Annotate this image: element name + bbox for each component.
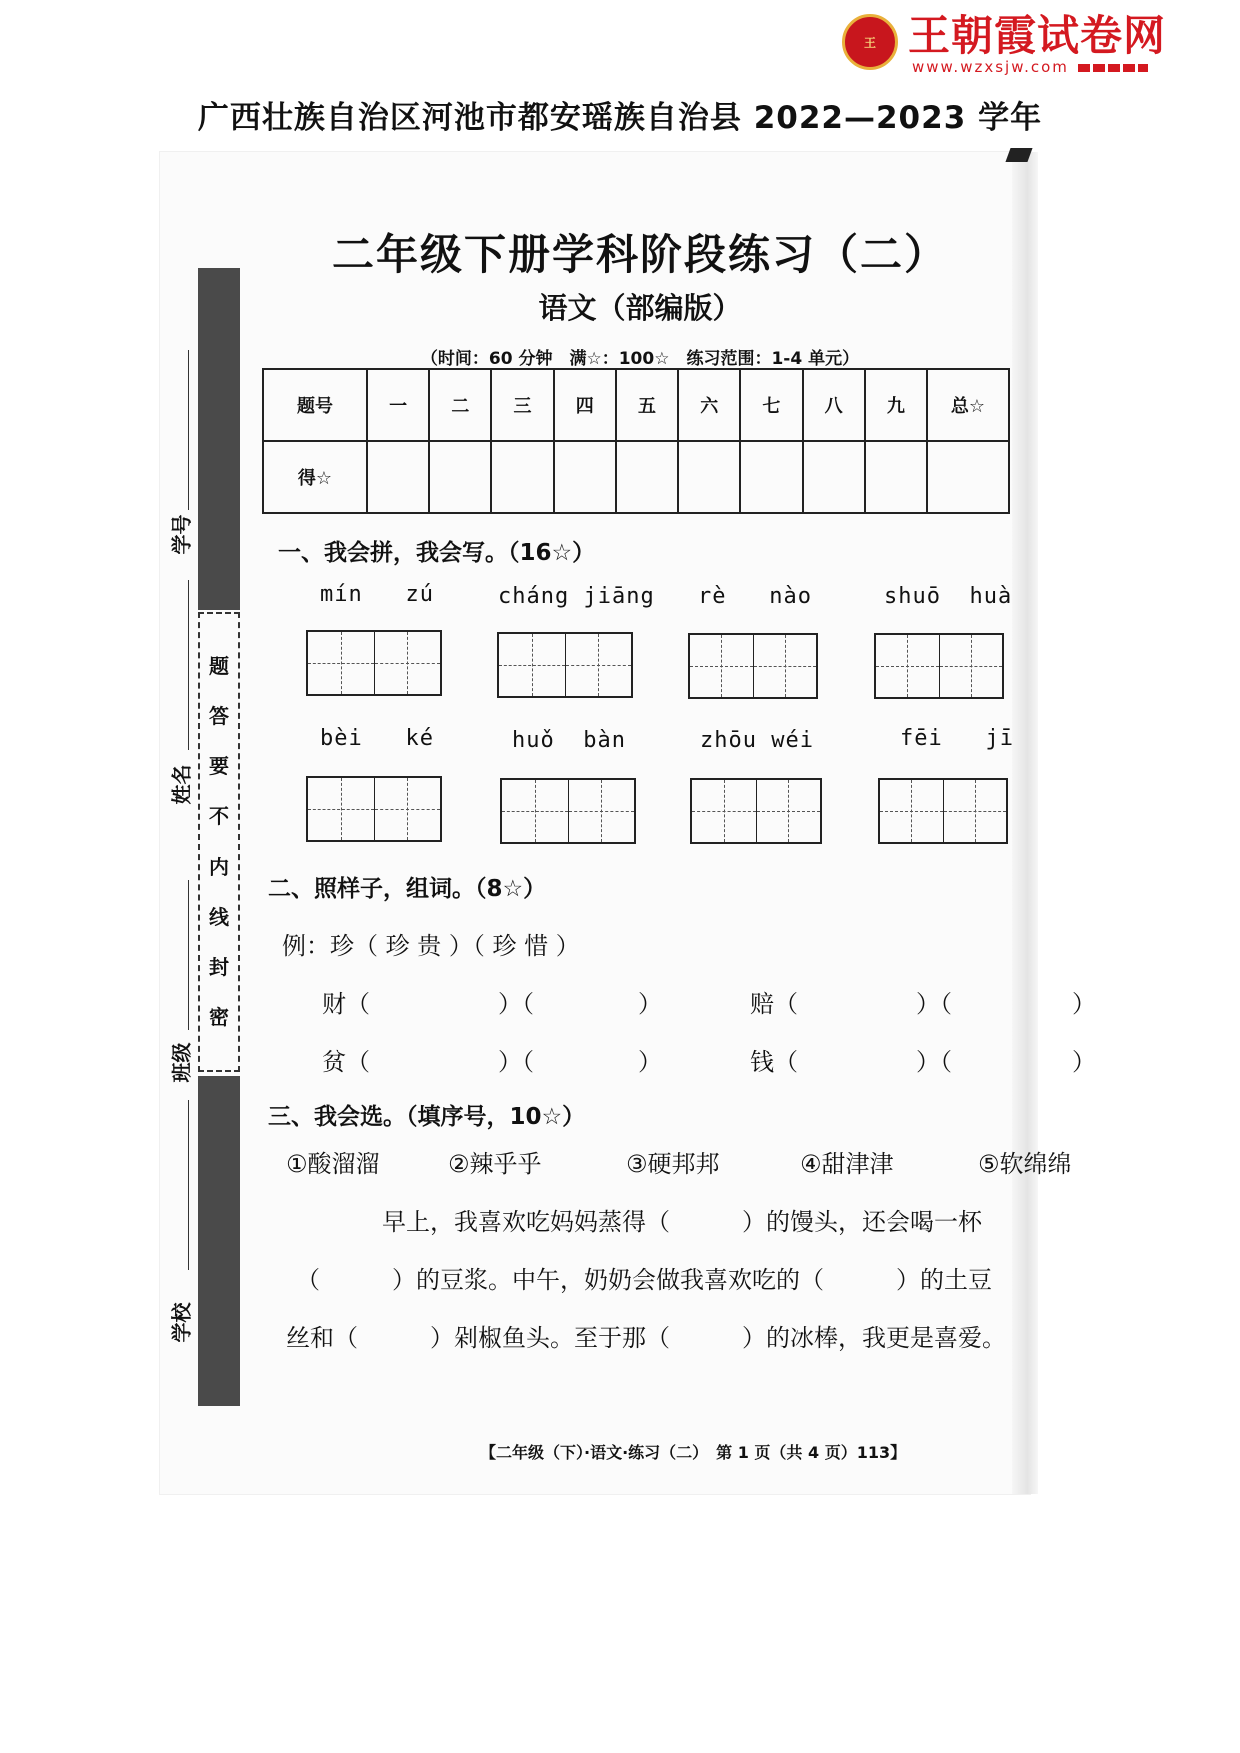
binding-bar-bottom [198, 1076, 240, 1406]
page-footer: 【二年级（下）·语文·练习（二） 第 1 页（共 4 页）113】 [480, 1443, 907, 1462]
site-logo [842, 11, 1167, 76]
exam-info: （时间：60 分钟 满☆：100☆ 练习范围：1-4 单元） [420, 349, 860, 369]
logo-title: 王朝霞试卷网 [908, 11, 1167, 60]
name-line [188, 580, 189, 750]
score-header-cell: 七 [740, 369, 802, 441]
score-cell[interactable] [678, 441, 740, 513]
pinyin-label: bèi ké [320, 726, 434, 751]
word-blank-label: ）（ [498, 990, 534, 1018]
tianzige-grid[interactable] [500, 778, 636, 844]
pinyin-label: cháng jiāng [498, 584, 655, 609]
class-line [188, 880, 189, 1030]
score-header-cell: 三 [491, 369, 553, 441]
tianzige-grid[interactable] [878, 778, 1008, 844]
exam-title: 二年级下册学科阶段练习（二） [331, 230, 948, 279]
option-item: ①酸溜溜 [286, 1150, 380, 1178]
section3-title: 三、我会选。（填序号，10☆） [268, 1104, 586, 1130]
seal-char: 密 [209, 1004, 229, 1029]
passage-line: （ ）的豆浆。中午，奶奶会做我喜欢吃的（ ）的土豆 [296, 1266, 992, 1294]
score-header-cell: 一 [367, 369, 429, 441]
logo-seal-icon: 王 [842, 14, 898, 70]
tianzige-grid[interactable] [306, 776, 442, 842]
word-blank-label: 贫（ [322, 1048, 370, 1076]
tianzige-grid[interactable] [874, 633, 1004, 699]
score-cell[interactable] [740, 441, 802, 513]
tianzige-grid[interactable] [497, 632, 633, 698]
section1-title: 一、我会拼，我会写。（16☆） [278, 540, 596, 566]
word-blank-label: ） [638, 990, 662, 1018]
word-blank-label: 财（ [322, 990, 370, 1018]
pinyin-label: zhōu wéi [700, 728, 814, 753]
seal-char: 答 [209, 704, 229, 729]
option-item: ⑤软绵绵 [978, 1150, 1072, 1178]
school-line [188, 1100, 189, 1270]
logo-url: www.wzxsjw.com [912, 58, 1069, 76]
score-header-cell: 四 [554, 369, 616, 441]
tianzige-grid[interactable] [306, 630, 442, 696]
word-blank-label: ）（ [498, 1048, 534, 1076]
score-cell[interactable] [927, 441, 1009, 513]
section2-title: 二、照样子，组词。（8☆） [268, 876, 547, 902]
label-class: 班级 [169, 1042, 194, 1083]
pinyin-label: huǒ bàn [512, 728, 626, 753]
seal-char: 线 [209, 904, 229, 929]
label-school: 学校 [169, 1302, 194, 1343]
score-cell[interactable] [554, 441, 616, 513]
score-cell[interactable] [367, 441, 429, 513]
pinyin-label: shuō huà [884, 584, 1013, 609]
seal-notice [198, 650, 240, 1030]
score-cell[interactable] [803, 441, 865, 513]
word-blank-label: ） [638, 1048, 662, 1076]
passage-line: 早上，我喜欢吃妈妈蒸得（ ）的馒头，还会喝一杯 [382, 1208, 982, 1236]
word-blank-label: 赔（ [750, 990, 798, 1018]
label-name: 姓名 [169, 764, 194, 805]
tianzige-grid[interactable] [688, 633, 818, 699]
score-header-cell: 题号 [263, 369, 367, 441]
score-table [262, 368, 1010, 514]
pinyin-label: mín zú [320, 582, 434, 607]
score-header-cell: 八 [803, 369, 865, 441]
score-row-label: 得☆ [263, 441, 367, 513]
document-title: 广西壮族自治区河池市都安瑶族自治县 2022—2023 学年 [197, 100, 1043, 136]
score-header-cell: 二 [429, 369, 491, 441]
tianzige-grid[interactable] [690, 778, 822, 844]
word-blank-label: ）（ [916, 990, 952, 1018]
score-header-cell: 九 [865, 369, 927, 441]
score-table-score-row [263, 441, 1009, 513]
score-cell[interactable] [616, 441, 678, 513]
option-item: ③硬邦邦 [626, 1150, 720, 1178]
score-cell[interactable] [865, 441, 927, 513]
score-header-cell: 五 [616, 369, 678, 441]
passage-line: 丝和（ ）剁椒鱼头。至于那（ ）的冰棒，我更是喜爱。 [286, 1324, 1006, 1352]
word-blank-label: ） [1072, 990, 1096, 1018]
seal-char: 内 [209, 854, 229, 879]
binding-bar-top [198, 268, 240, 610]
word-blank-label: 钱（ [750, 1048, 798, 1076]
score-cell[interactable] [429, 441, 491, 513]
seal-char: 题 [209, 654, 229, 678]
word-blank-label: ） [1072, 1048, 1096, 1076]
section2-example: 例：珍（ 珍 贵 ）（ 珍 惜 ） [282, 932, 580, 960]
score-header-cell: 总☆ [927, 369, 1009, 441]
score-header-cell: 六 [678, 369, 740, 441]
pinyin-label: rè nào [698, 584, 812, 609]
seal-char: 不 [209, 804, 229, 829]
word-blank-label: ）（ [916, 1048, 952, 1076]
student-id-line [188, 350, 189, 510]
option-item: ②辣乎乎 [448, 1150, 542, 1178]
score-cell[interactable] [491, 441, 553, 513]
pinyin-label: fēi jī [900, 726, 1014, 751]
option-item: ④甜津津 [800, 1150, 894, 1178]
logo-wave-decoration [1078, 64, 1148, 72]
exam-subtitle: 语文（部编版） [538, 291, 742, 325]
seal-char: 封 [209, 954, 229, 979]
seal-char: 要 [209, 754, 229, 779]
label-student-id: 学号 [169, 514, 194, 555]
score-table-header-row [263, 369, 1009, 441]
